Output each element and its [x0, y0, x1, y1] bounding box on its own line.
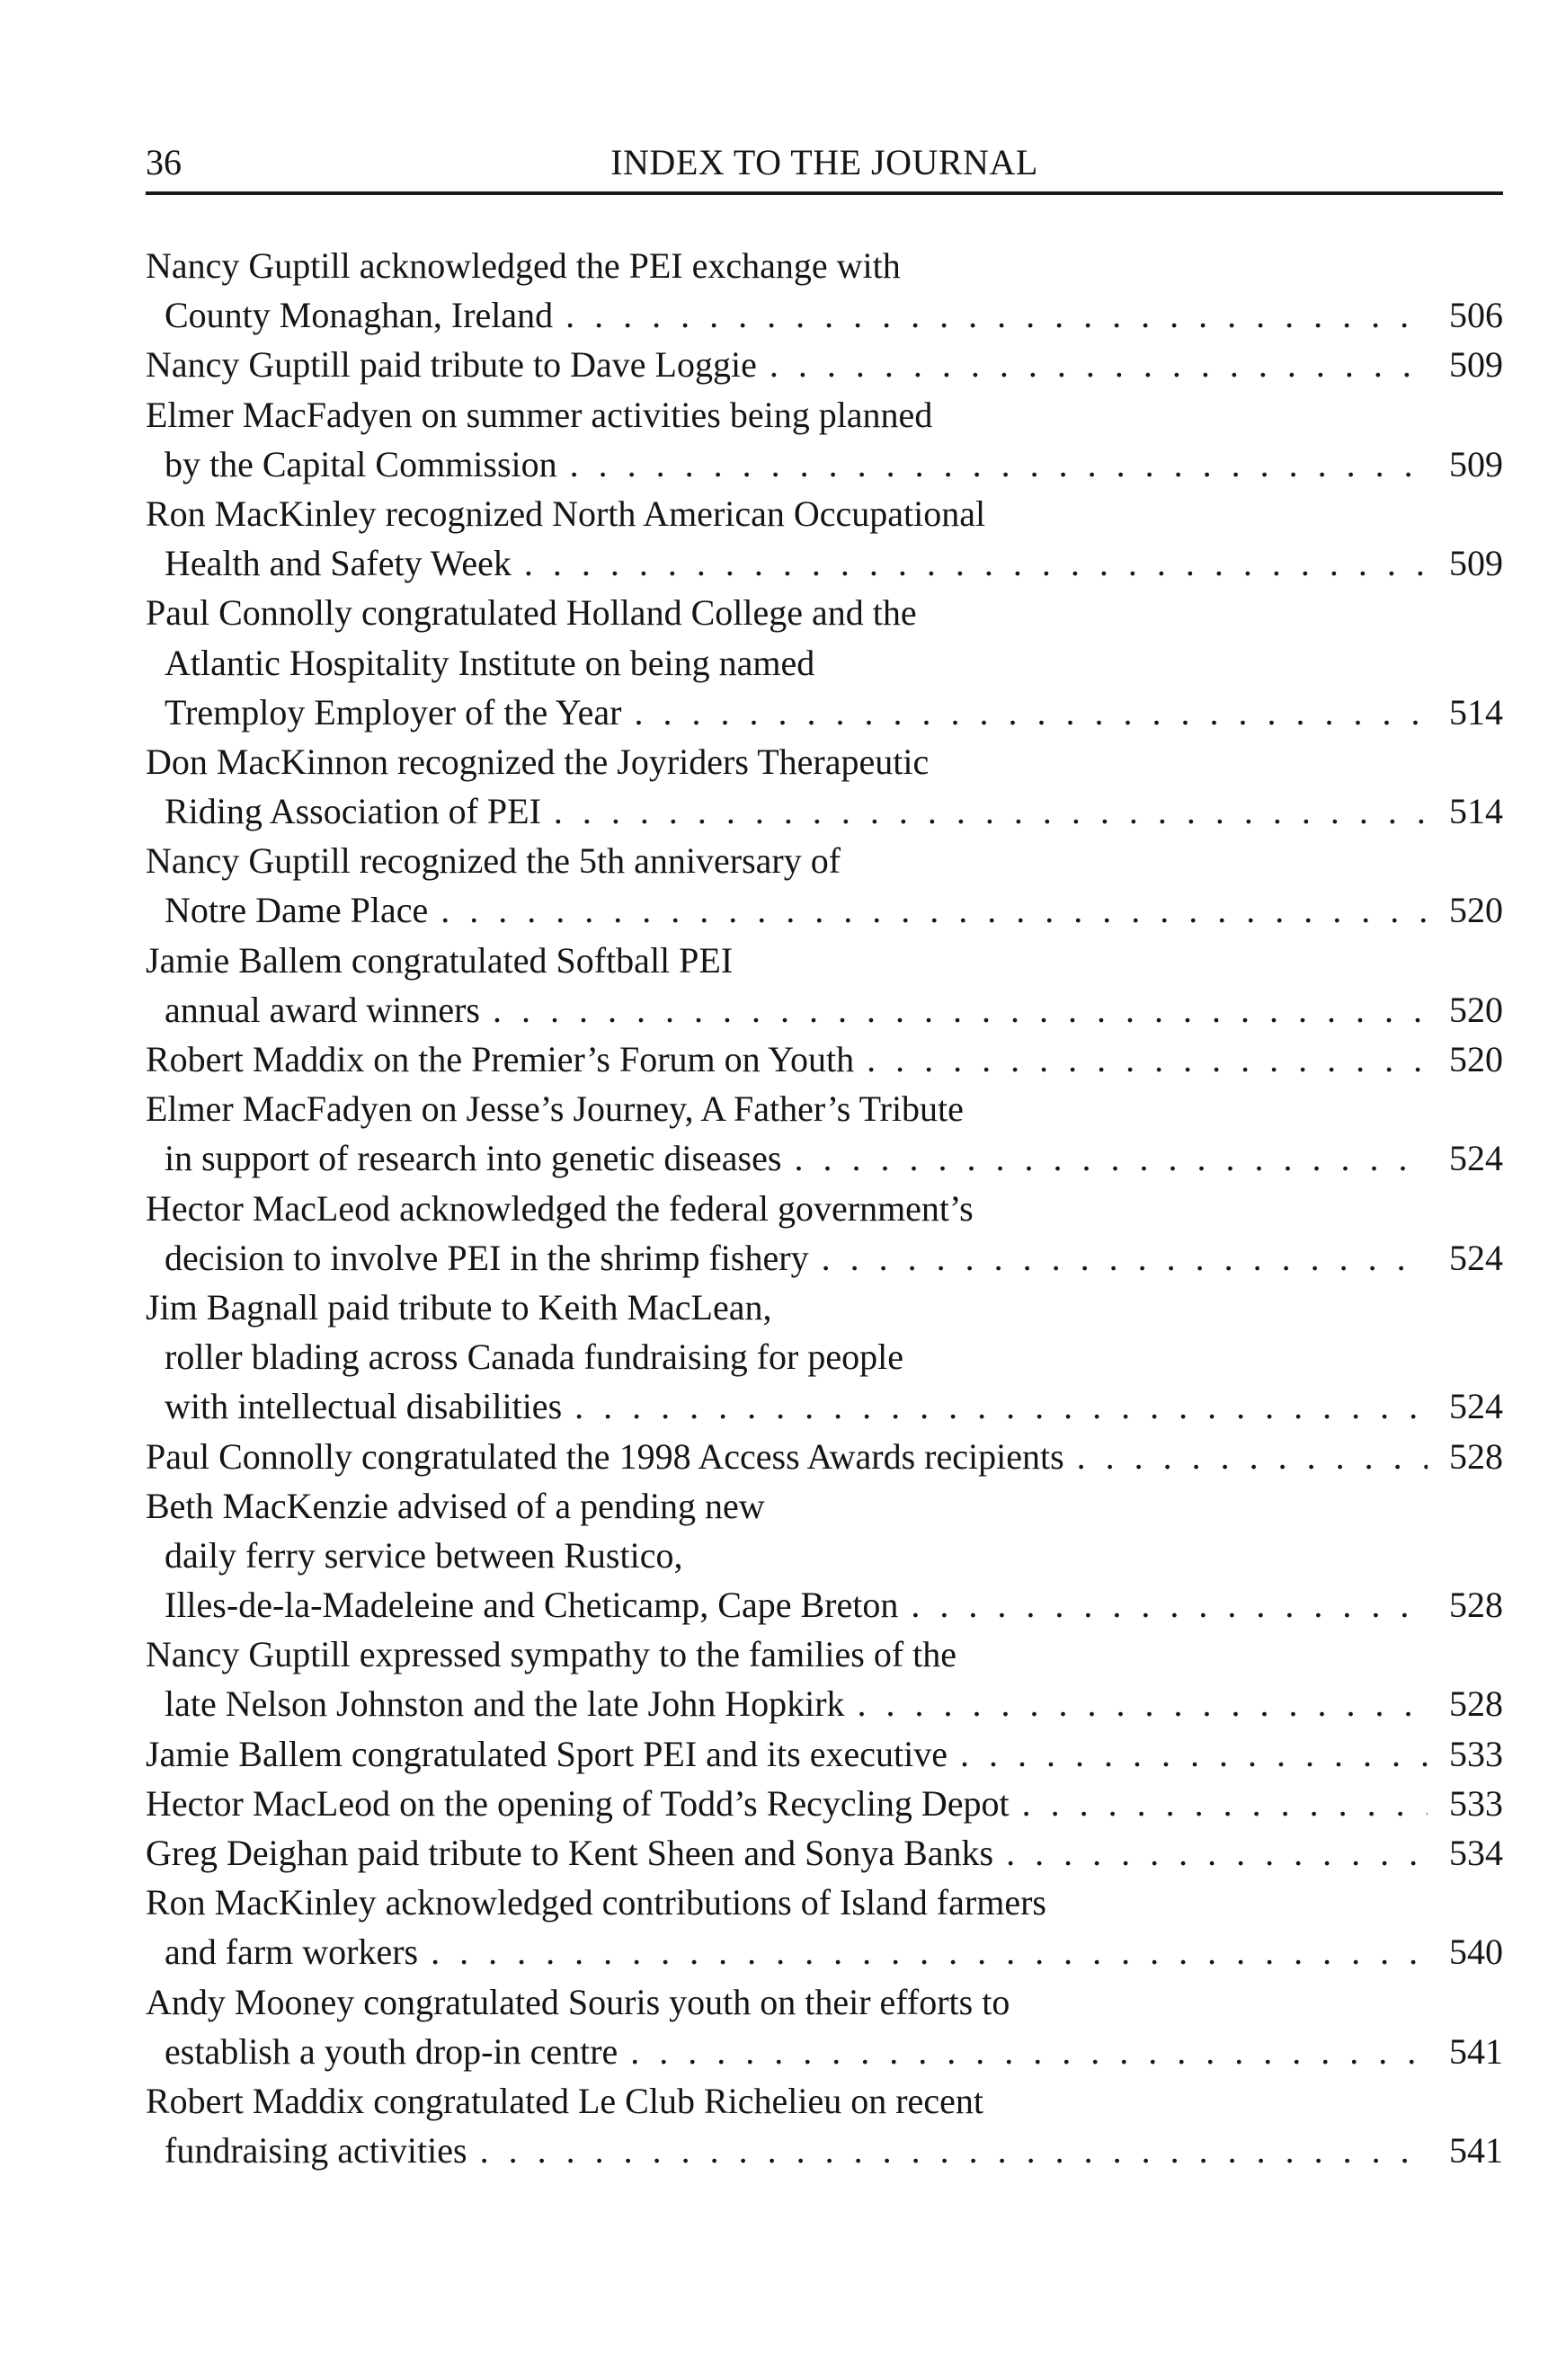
index-entry: [146, 1084, 1503, 1183]
page-reference: 506: [1449, 295, 1503, 336]
entry-text: Riding Association of PEI: [165, 791, 541, 832]
entry-line: [146, 1630, 1503, 1679]
index-entry: [146, 1283, 1503, 1432]
entry-final-line: [146, 1679, 1503, 1728]
entry-line: [146, 1481, 1503, 1531]
page-reference: 520: [1449, 1039, 1503, 1079]
entry-text: Illes-de-la-Madeleine and Cheticamp, Cape Breton: [165, 1585, 899, 1626]
entry-text: and farm workers: [165, 1932, 419, 1973]
entry-text: Atlantic Hospitality Institute on being named: [165, 642, 815, 683]
entry-final-line: [146, 2027, 1503, 2076]
index-entry: [146, 1481, 1503, 1630]
page-reference: 514: [1449, 691, 1503, 733]
entry-text: Robert Maddix congratulated Le Club Richelieu on recent: [146, 2080, 983, 2121]
entry-text: roller blading across Canada fundraising for people: [165, 1337, 903, 1378]
index-entry: [146, 1729, 1503, 1779]
index-entry: [146, 836, 1503, 935]
page-reference: 528: [1449, 1683, 1503, 1725]
entry-text: Health and Safety Week: [165, 543, 512, 584]
entry-final-line: [146, 1729, 1503, 1779]
entry-line: [146, 390, 1503, 440]
dot-leader: [565, 290, 1428, 340]
index-entry: [146, 1779, 1503, 1828]
entry-final-line: [146, 538, 1503, 588]
entry-text: Tremploy Employer of the Year: [165, 691, 622, 733]
dot-leader: [770, 340, 1428, 389]
entry-text: Nancy Guptill recognized the 5th anniversary of: [146, 840, 841, 882]
running-title: INDEX TO THE JOURNAL: [610, 142, 1038, 182]
index-entry: [146, 1432, 1503, 1481]
entry-text: Ron MacKinley acknowledged contributions of Island farmers: [146, 1882, 1046, 1923]
page-reference: 528: [1449, 1435, 1503, 1477]
dot-leader: [630, 2027, 1428, 2076]
dot-leader: [634, 688, 1428, 737]
dot-leader: [1006, 1828, 1428, 1878]
entry-line: [146, 737, 1503, 786]
page-reference: 524: [1449, 1386, 1503, 1427]
entry-final-line: [146, 1580, 1503, 1630]
entry-line: [146, 489, 1503, 538]
entry-text: Paul Connolly congratulated Holland College and the: [146, 592, 917, 634]
page-reference: 524: [1449, 1138, 1503, 1179]
dot-leader: [794, 1133, 1428, 1183]
page-reference: 533: [1449, 1733, 1503, 1774]
index-entry: [146, 2076, 1503, 2175]
entry-line: [146, 588, 1503, 637]
entry-text: daily ferry service between Rustico,: [165, 1534, 683, 1576]
page-reference: 540: [1449, 1932, 1503, 1973]
entry-line: [146, 241, 1503, 290]
entry-text: Robert Maddix on the Premier’s Forum on Youth: [146, 1039, 855, 1079]
page-reference: 534: [1449, 1833, 1503, 1873]
page-reference: 514: [1449, 791, 1503, 832]
entry-text: Elmer MacFadyen on Jesse’s Journey, A Father’s Tribute: [146, 1088, 964, 1130]
entry-text: by the Capital Commission: [165, 443, 557, 484]
entry-text: annual award winners: [165, 989, 480, 1030]
entry-final-line: [146, 786, 1503, 836]
entry-text: establish a youth drop-in centre: [165, 2030, 618, 2072]
entry-line: [146, 836, 1503, 885]
dot-leader: [574, 1381, 1428, 1431]
entry-text: Hector MacLeod acknowledged the federal government’s: [146, 1187, 974, 1229]
index-entry: [146, 1977, 1503, 2076]
index-list: [146, 241, 1503, 2175]
entry-final-line: [146, 440, 1503, 489]
index-entry: [146, 936, 1503, 1035]
dot-leader: [960, 1729, 1428, 1779]
entry-text: with intellectual disabilities: [165, 1386, 563, 1427]
entry-text: decision to involve PEI in the shrimp fishery: [165, 1237, 809, 1278]
index-entry: [146, 390, 1503, 489]
entry-text: Jim Bagnall paid tribute to Keith MacLean,: [146, 1286, 772, 1328]
entry-final-line: [146, 340, 1503, 389]
entry-text: Hector MacLeod on the opening of Todd’s Recycling Depot: [146, 1782, 1010, 1824]
dot-leader: [858, 1679, 1428, 1728]
entry-text: fundraising activities: [165, 2130, 467, 2171]
page-reference: 509: [1449, 344, 1503, 386]
entry-text: Nancy Guptill paid tribute to Dave Loggie: [146, 344, 757, 386]
entry-text: Andy Mooney congratulated Souris youth on their efforts to: [146, 1981, 1010, 2022]
entry-text: Jamie Ballem congratulated Sport PEI and its executive: [146, 1733, 948, 1774]
index-entry: [146, 1035, 1503, 1084]
entry-final-line: [146, 1133, 1503, 1183]
page-reference: 541: [1449, 2130, 1503, 2171]
entry-line: [146, 638, 1503, 688]
page-reference: 509: [1449, 443, 1503, 484]
entry-final-line: [146, 1828, 1503, 1878]
page-reference: 533: [1449, 1782, 1503, 1824]
entry-line: [146, 2076, 1503, 2126]
entry-text: Notre Dame Place: [165, 890, 429, 931]
dot-leader: [493, 985, 1428, 1035]
entry-line: [146, 936, 1503, 985]
entry-line: [146, 1977, 1503, 2027]
entry-line: [146, 1184, 1503, 1233]
page-header: [146, 137, 1503, 189]
entry-line: [146, 1878, 1503, 1927]
entry-final-line: [146, 1927, 1503, 1976]
page-reference: 509: [1449, 543, 1503, 584]
dot-leader: [570, 440, 1428, 489]
entry-final-line: [146, 688, 1503, 737]
dot-leader: [867, 1035, 1428, 1084]
entry-text: Nancy Guptill acknowledged the PEI exchange with: [146, 245, 901, 286]
dot-leader: [822, 1233, 1428, 1283]
entry-text: Greg Deighan paid tribute to Kent Sheen and Sonya Banks: [146, 1833, 994, 1873]
dot-leader: [1077, 1432, 1428, 1481]
entry-text: in support of research into genetic diseases: [165, 1138, 782, 1179]
index-entry: [146, 1828, 1503, 1878]
index-entry: [146, 340, 1503, 389]
dot-leader: [440, 885, 1428, 935]
index-entry: [146, 241, 1503, 340]
index-entry: [146, 489, 1503, 588]
index-entry: [146, 1630, 1503, 1728]
entry-text: late Nelson Johnston and the late John Hopkirk: [165, 1683, 845, 1725]
page-reference: 524: [1449, 1237, 1503, 1278]
dot-leader: [524, 538, 1428, 588]
entry-final-line: [146, 1432, 1503, 1481]
index-entry: [146, 737, 1503, 836]
entry-final-line: [146, 290, 1503, 340]
entry-text: Jamie Ballem congratulated Softball PEI: [146, 939, 734, 981]
dot-leader: [1022, 1779, 1428, 1828]
entry-final-line: [146, 1381, 1503, 1431]
entry-final-line: [146, 985, 1503, 1035]
entry-final-line: [146, 1035, 1503, 1084]
entry-text: Paul Connolly congratulated the 1998 Access Awards recipients: [146, 1435, 1064, 1477]
page-reference: 520: [1449, 989, 1503, 1030]
index-entry: [146, 1184, 1503, 1283]
entry-final-line: [146, 1233, 1503, 1283]
page-reference: 528: [1449, 1585, 1503, 1626]
page-reference: 520: [1449, 890, 1503, 931]
index-entry: [146, 588, 1503, 737]
entry-final-line: [146, 2126, 1503, 2175]
entry-text: Ron MacKinley recognized North American Occupational: [146, 493, 986, 534]
header-rule: [146, 191, 1503, 195]
entry-text: Beth MacKenzie advised of a pending new: [146, 1485, 765, 1526]
entry-text: County Monaghan, Ireland: [165, 295, 554, 336]
entry-text: Nancy Guptill expressed sympathy to the families of the: [146, 1634, 957, 1675]
entry-text: Elmer MacFadyen on summer activities being planned: [146, 394, 933, 435]
entry-final-line: [146, 885, 1503, 935]
dot-leader: [554, 786, 1428, 836]
dot-leader: [431, 1927, 1428, 1976]
entry-line: [146, 1531, 1503, 1580]
index-entry: [146, 1878, 1503, 1976]
page-number: 36: [146, 142, 182, 182]
entry-line: [146, 1084, 1503, 1133]
entry-line: [146, 1283, 1503, 1332]
dot-leader: [480, 2126, 1428, 2175]
entry-text: Don MacKinnon recognized the Joyriders Therapeutic: [146, 741, 930, 782]
dot-leader: [911, 1580, 1428, 1630]
entry-line: [146, 1332, 1503, 1381]
page-reference: 541: [1449, 2030, 1503, 2072]
entry-final-line: [146, 1779, 1503, 1828]
